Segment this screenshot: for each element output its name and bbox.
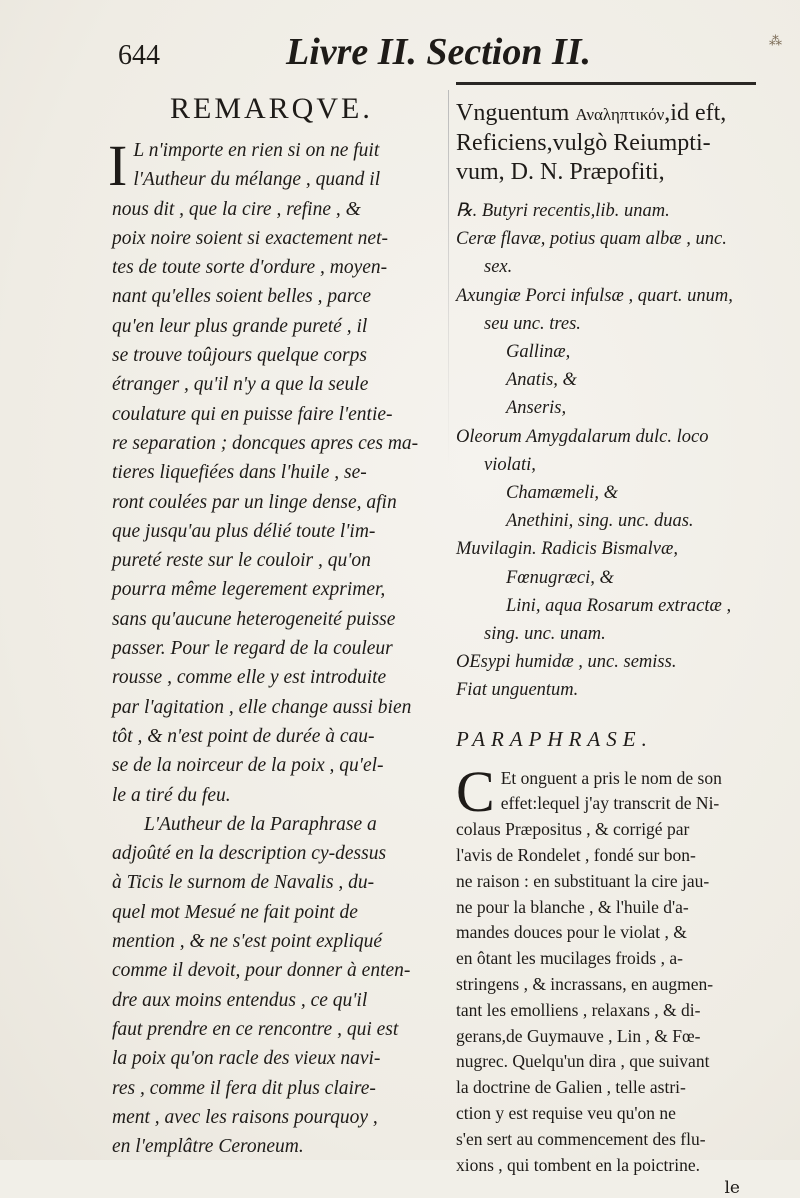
text-line: passer. Pour le regard de la couleur xyxy=(112,638,393,660)
text-line: xions , qui tombent en la poictrine. xyxy=(456,1154,700,1175)
text-line: l'Autheur du mélange , quand il xyxy=(133,169,381,191)
right-column xyxy=(456,82,796,1198)
text-line: coulature qui en puisse faire l'entie- xyxy=(112,403,393,425)
recipe-line: Gallinæ, xyxy=(506,342,571,363)
text-line: gerans,de Guymauve , Lin , & Fœ- xyxy=(456,1025,701,1046)
text-line: à Ticis le surnom de Navalis , du- xyxy=(112,872,375,894)
text-line: par l'agitation , elle change aussi bien xyxy=(112,696,412,718)
title-line xyxy=(456,99,796,129)
text-line: ne raison : en substituant la cire jau- xyxy=(456,870,710,891)
recipe-line: Muvilagin. Radicis Bismalvæ, xyxy=(456,539,678,560)
text-line: faut prendre en ce rencontre , qui est xyxy=(112,1018,399,1040)
text-line: sans qu'aucune heterogeneité puisse xyxy=(112,608,396,630)
drop-cap-i: I xyxy=(108,133,128,198)
text-line: tôt , & n'est point de durée à cau- xyxy=(112,725,375,747)
text-line: que jusqu'au plus délié toute l'im- xyxy=(112,520,376,542)
text-line: effet:lequel j'ay transcrit de Ni- xyxy=(500,793,720,814)
text-line: le a tiré du feu. xyxy=(112,784,231,806)
recipe-line: OEsypi humidæ , unc. semiss. xyxy=(456,652,677,673)
text-line: la doctrine de Galien , telle astri- xyxy=(456,1077,686,1098)
recipe-line: Anatis, & xyxy=(506,370,577,391)
recipe-line: ℞. Butyri recentis,lib. unam. xyxy=(456,201,670,221)
text-line: tant les emolliens , relaxans , & di- xyxy=(456,999,701,1020)
recipe-line: sex. xyxy=(484,257,513,278)
left-column xyxy=(108,92,452,1161)
title-text: ,id eft, xyxy=(664,100,727,126)
text-line: tes de toute sorte d'ordure , moyen- xyxy=(112,257,388,279)
text-line: Et onguent a pris le nom de son xyxy=(500,767,722,788)
recipe-line: Oleorum Amygdalarum dulc. loco xyxy=(456,426,709,447)
remarque-heading: REMARQVE. xyxy=(170,92,373,125)
text-line: étranger , qu'il n'y a que la seule xyxy=(112,374,369,396)
remarque-paragraph-1 xyxy=(108,133,452,810)
title-line xyxy=(456,129,796,158)
text-line: qu'en leur plus grande pureté , il xyxy=(112,315,368,337)
recipe-line: Chamæmeli, & xyxy=(506,483,619,504)
corner-mark: ⁂ xyxy=(769,34,782,49)
paragraph-2-lines xyxy=(112,810,452,1162)
text-line: nugrec. Quelqu'un dira , que suivant xyxy=(456,1051,710,1072)
recipe-line: Anseris, xyxy=(506,398,567,419)
text-line: L n'importe en rien si on ne fuit xyxy=(133,140,380,161)
unguent-title xyxy=(456,99,796,187)
text-line: mention , & ne s'est point expliqué xyxy=(112,931,383,953)
text-line: la poix qu'on racle des vieux navi- xyxy=(112,1048,381,1070)
top-rule xyxy=(456,82,756,85)
text-line: rousse , comme elle y est introduite xyxy=(112,667,387,689)
title-text: Reficiens,vulgò Reiumpti- xyxy=(456,130,711,156)
recipe-line: seu unc. tres. xyxy=(484,313,581,334)
text-line: adjoûté en la description cy-dessus xyxy=(112,843,387,865)
text-line: ction y est requise veu qu'on ne xyxy=(456,1103,676,1124)
recipe-line: Axungiæ Porci infulsæ , quart. unum, xyxy=(456,285,733,306)
text-line: quel mot Mesué ne fait point de xyxy=(112,901,358,923)
drop-cap-c: C xyxy=(456,758,495,824)
text-line: tieres liquefiées dans l'huile , se- xyxy=(112,462,367,484)
text-line: se de la noirceur de la poix , qu'el- xyxy=(112,755,384,777)
title-line xyxy=(456,158,796,187)
paraphrase-heading: PARAPHRASE. xyxy=(456,726,653,751)
running-title: Livre II. Section II. xyxy=(286,31,592,73)
text-line: ront coulées par un linge dense, afin xyxy=(112,491,397,513)
recipe-line: violati, xyxy=(484,454,536,475)
text-line: re separation ; doncques apres ces ma- xyxy=(112,432,419,454)
text-line: comme il devoit, pour donner à enten- xyxy=(112,960,411,982)
recipe-line: Lini, aqua Rosarum extractæ , xyxy=(506,595,732,616)
text-line: stringens , & incrassans, en augmen- xyxy=(456,974,714,995)
text-line: poix noire soient si exactement net- xyxy=(112,227,388,249)
recipe-line: sing. unc. unam. xyxy=(484,624,606,645)
recipe-line: Fiat unguentum. xyxy=(456,680,579,701)
text-line: ne pour la blanche , & l'huile d'a- xyxy=(456,896,689,917)
text-line: s'en sert au commencement des flu- xyxy=(456,1128,706,1149)
title-text: vum, D. N. Præpofiti, xyxy=(456,159,665,185)
remarque-text xyxy=(108,133,452,1161)
recipe-block xyxy=(456,197,796,705)
paraphrase-lines xyxy=(456,758,796,1179)
page-header xyxy=(0,14,800,74)
recipe-line: Ceræ flavæ, potius quam albæ , unc. xyxy=(456,229,727,250)
text-line: en l'emplâtre Ceroneum. xyxy=(112,1136,304,1158)
text-line: pureté reste sur le couloir , qu'on xyxy=(112,550,371,572)
text-line: L'Autheur de la Paraphrase a xyxy=(144,813,377,835)
recipe-line: Anethini, sing. unc. duas. xyxy=(506,511,694,532)
catchword: le xyxy=(724,1178,740,1198)
page-number: 644 xyxy=(118,40,160,71)
text-line: en ôtant les mucilages froids , a- xyxy=(456,948,683,969)
text-line: pourra même legerement exprimer, xyxy=(112,579,386,601)
text-line: mandes douces pour le violat , & xyxy=(456,922,687,943)
text-line: se trouve toûjours quelque corps xyxy=(112,345,367,367)
text-line: nous dit , que la cire , refine , & xyxy=(112,198,361,220)
text-line: res , comme il fera dit plus claire- xyxy=(112,1077,376,1099)
recipe-line: Fœnugræci, & xyxy=(506,567,614,588)
text-line: l'avis de Rondelet , fondé sur bon- xyxy=(456,845,696,866)
text-line: colaus Præpositus , & corrigé par xyxy=(456,819,690,840)
greek-word: Αναληπτικόν xyxy=(575,105,665,124)
remarque-paragraph-2 xyxy=(112,810,452,1162)
paraphrase-text xyxy=(456,758,796,1179)
text-line: ment , avec les raisons pourquoy , xyxy=(112,1106,378,1128)
paragraph-1-lines xyxy=(112,136,452,810)
text-line: nant qu'elles soient belles , parce xyxy=(112,286,372,308)
text-line: dre aux moins entendus , ce qu'il xyxy=(112,989,368,1011)
title-text: Vnguentum xyxy=(456,100,576,126)
